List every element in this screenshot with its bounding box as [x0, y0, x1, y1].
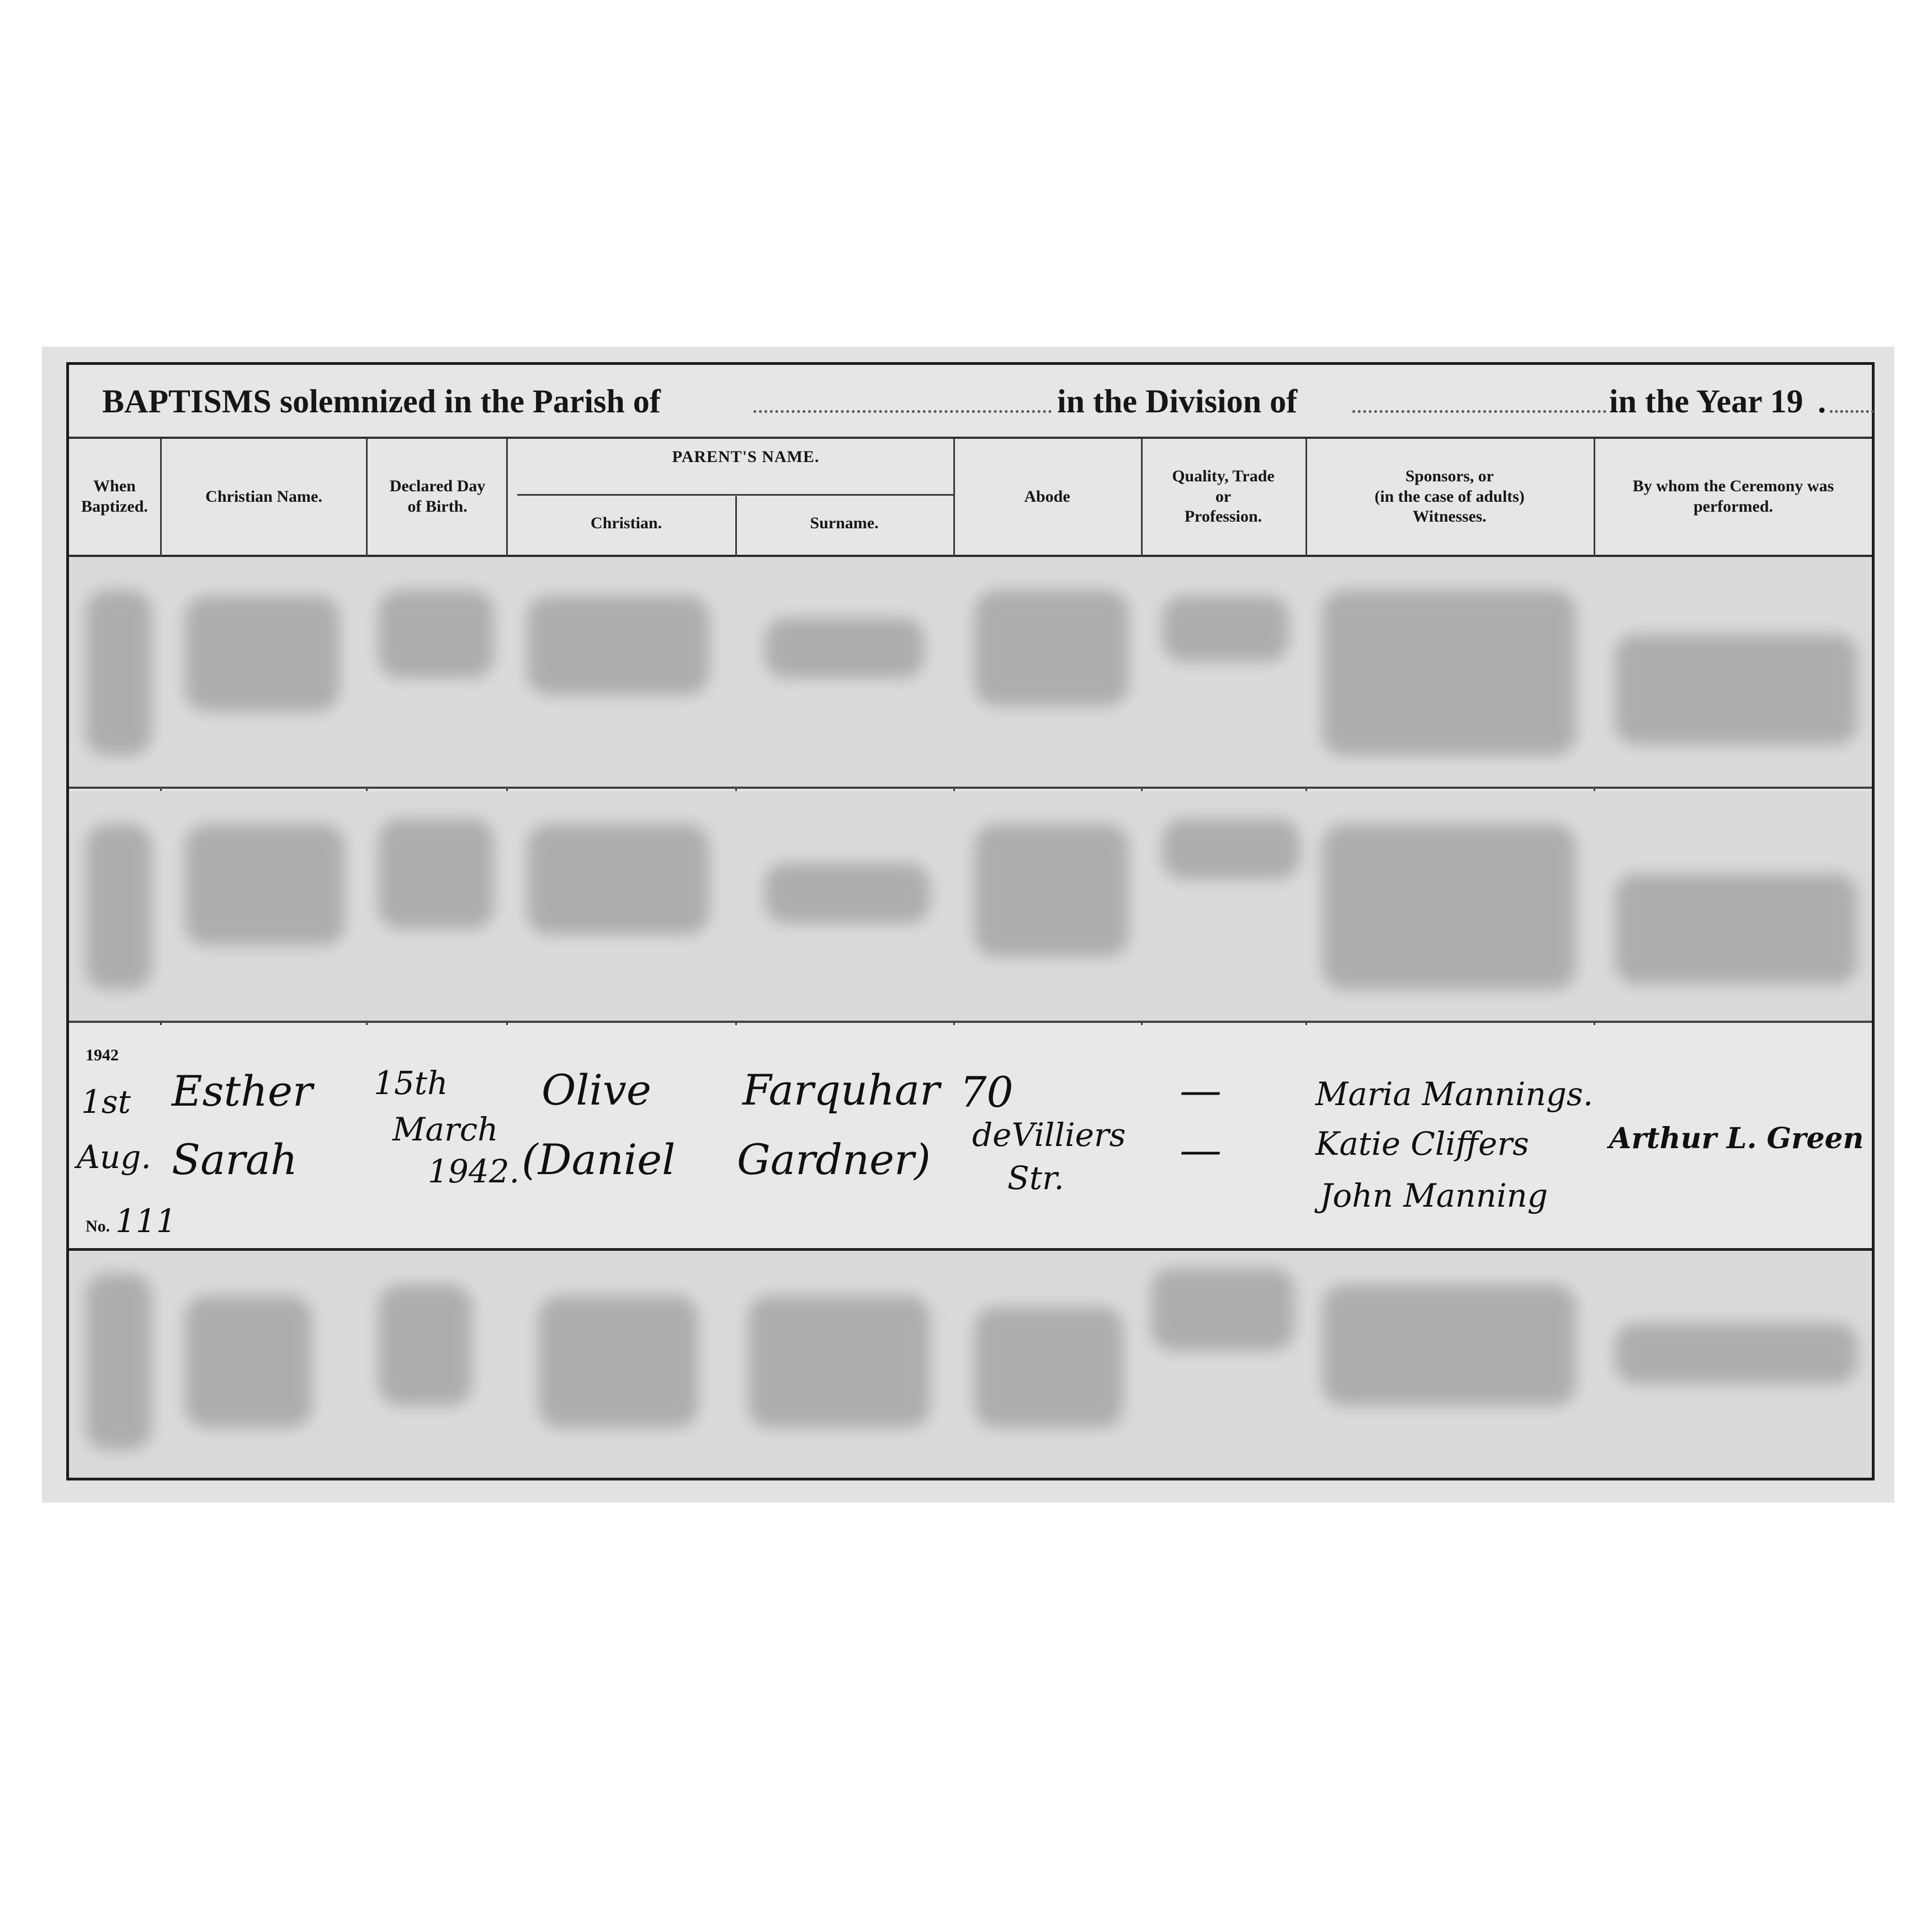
header-abode: Abode	[1024, 487, 1070, 506]
redaction-smear	[378, 590, 494, 678]
entry-day: 1st	[81, 1083, 131, 1121]
sponsor-1: Maria Mannings.	[1315, 1075, 1594, 1113]
entry-year-text: 1942	[86, 1046, 119, 1064]
redaction-smear	[527, 824, 709, 935]
christian-name-1: Esther	[172, 1066, 313, 1116]
sponsor-3: John Manning	[1320, 1177, 1548, 1214]
header-declared-birth: Declared Day of Birth.	[389, 477, 486, 516]
parent-surname-2: Gardner)	[737, 1135, 931, 1184]
redaction-smear	[974, 1307, 1123, 1428]
header-parent-christian: Christian.	[590, 513, 662, 532]
redaction-smear	[1151, 1268, 1294, 1351]
entry-number: 111	[115, 1202, 177, 1240]
redaction-smear	[748, 1296, 930, 1428]
redacted-entry-2	[69, 791, 1872, 1023]
redacted-entry-1	[69, 557, 1872, 789]
abode-str: Str.	[1007, 1159, 1064, 1197]
parent-christian-2: (Daniel	[522, 1135, 676, 1184]
header-parent-surname: Surname.	[810, 513, 879, 532]
parish-blank	[753, 410, 1052, 413]
header-sponsors: Sponsors, or (in the case of adults) Witnesses.	[1374, 467, 1525, 526]
title-end: .	[1818, 383, 1826, 420]
parents-divider	[517, 494, 953, 496]
register-entry	[69, 1025, 1872, 1251]
entry-year	[86, 1047, 119, 1064]
birth-month: March	[392, 1111, 498, 1148]
redaction-smear	[1162, 819, 1300, 879]
redaction-smear	[974, 590, 1129, 706]
header-parents-name: PARENT'S NAME.	[672, 448, 820, 466]
redaction-smear	[378, 819, 494, 929]
redaction-smear	[974, 824, 1129, 957]
year-blank	[1830, 410, 1874, 413]
redaction-smear	[185, 596, 339, 712]
header-when-baptized: When Baptized.	[81, 477, 148, 516]
entry-month: Aug.	[77, 1138, 151, 1176]
sponsor-2: Katie Cliffers	[1315, 1125, 1529, 1163]
quality-1: —	[1180, 1065, 1222, 1114]
register-title	[69, 365, 1872, 439]
redaction-smear	[86, 1273, 152, 1450]
redaction-smear	[1615, 634, 1857, 745]
redaction-smear	[378, 1285, 472, 1406]
abode-street: deVilliers	[972, 1116, 1126, 1154]
redaction-smear	[185, 1296, 312, 1428]
header-christian-name: Christian Name.	[205, 487, 322, 506]
redaction-smear	[765, 618, 925, 678]
parent-christian-1: Olive	[542, 1065, 651, 1114]
abode-number: 70	[960, 1068, 1013, 1117]
header-by-whom: By whom the Ceremony was performed.	[1632, 477, 1834, 516]
header-quality: Quality, Trade or Profession.	[1172, 467, 1275, 526]
quality-2: —	[1180, 1125, 1222, 1174]
title-part-2: in the Division of	[1057, 383, 1298, 420]
entry-number-label: No.	[86, 1217, 110, 1235]
redaction-smear	[86, 590, 152, 756]
performed-by-signature: Arthur L. Green	[1609, 1122, 1864, 1155]
birth-day: 15th	[374, 1064, 448, 1102]
redaction-smear	[185, 824, 345, 946]
christian-name-2: Sarah	[172, 1135, 298, 1184]
redaction-smear	[1322, 1285, 1576, 1406]
redaction-smear	[765, 863, 930, 923]
parent-surname-1: Farquhar	[742, 1065, 940, 1114]
title-part-1: BAPTISMS solemnized in the Parish of	[102, 383, 661, 420]
redaction-smear	[538, 1296, 698, 1428]
division-blank	[1352, 410, 1606, 413]
redaction-smear	[86, 824, 152, 990]
redaction-smear	[1615, 874, 1857, 984]
redaction-smear	[527, 596, 709, 695]
redaction-smear	[1322, 824, 1576, 990]
redacted-entry-3	[69, 1251, 1872, 1478]
redaction-smear	[1162, 596, 1289, 662]
redaction-smear	[1322, 590, 1576, 756]
birth-year: 1942.	[428, 1153, 520, 1190]
redaction-smear	[1615, 1323, 1857, 1384]
title-part-3: in the Year 19	[1609, 383, 1803, 420]
baptism-register	[66, 362, 1875, 1480]
